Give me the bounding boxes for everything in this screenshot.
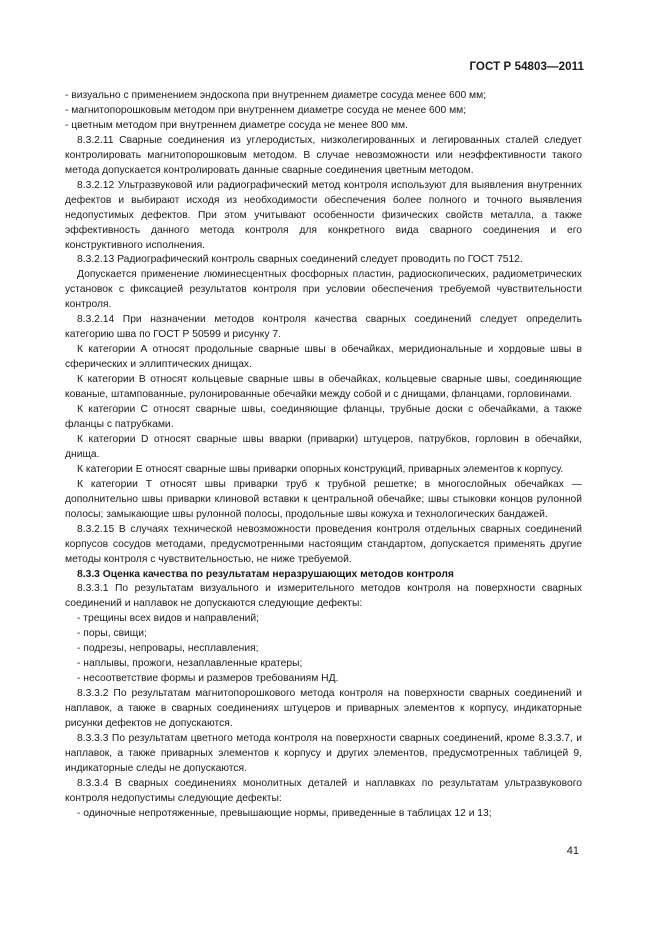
paragraph: К категории D относят сварные швы вварки (приварки) штуцеров, патрубков, горловин в обечайки, днища. bbox=[65, 433, 582, 460]
document-code: ГОСТ Р 54803—2011 bbox=[469, 61, 584, 73]
paragraph: - трещины всех видов и направлений; bbox=[77, 613, 260, 625]
document-body bbox=[65, 89, 582, 822]
paragraph: - визуально с применением эндоскопа при внутреннем диаметре сосуда менее 600 мм; bbox=[65, 90, 487, 101]
paragraph: 8.3.2.13 Радиографический контроль сварных соединений следует проводить по ГОСТ 7512. bbox=[77, 254, 523, 266]
paragraph: 8.3.2.12 Ультразвуковой или радиографический метод контроля используют для выявления внутренних дефектов и выбирают исходя из необходимости обеспечения более полного и точного выявления недопустимых дефектов. При этом учитывают особенности физических свойств металла, а также эффективность данного метода контроля для конкретного вида сварного соединения и его конструктивного исполнения. bbox=[65, 179, 582, 251]
paragraph: К категории С относят сварные швы, соединяющие фланцы, трубные доски с обечайками, а также фланцы с патрубками. bbox=[65, 404, 582, 430]
paragraph: К категории Т относят швы приварки труб к трубной решетке; в многослойных обечайках — дополнительно швы приварки клиновой вставки к центральной обечайке; швы стыковки концов рулонной полосы; замыкающие швы рулонной полосы, продольные швы кожуха и технологических бандажей. bbox=[65, 478, 582, 520]
page-number: 41 bbox=[566, 845, 579, 857]
paragraph: 8.3.3.2 По результатам магнитопорошкового метода контроля на поверхности сварных соединений и наплавок, а также в сварных соединениях штуцеров и приварных элементов к корпусу, индикаторные рисунки дефектов не допускаются. bbox=[65, 688, 582, 730]
paragraph: - наплывы, прожоги, незаплавленные кратеры; bbox=[77, 658, 303, 670]
paragraph: Допускается применение люминесцентных фосфорных пластин, радиоскопических, радиометрических установок с фиксацией результатов контроля при условии обеспечения требуемой чувствительности контроля. bbox=[65, 269, 582, 311]
paragraph: 8.3.3.1 По результатам визуального и измерительного методов контроля на поверхности сварных соединений и наплавок не допускаются следующие дефекты: bbox=[65, 583, 582, 610]
paragraph: - цветным методом при внутреннем диаметре сосуда не менее 800 мм. bbox=[65, 119, 408, 131]
paragraph: К категории Е относят сварные швы приварки опорных конструкций, приварных элементов к корпусу. bbox=[77, 463, 564, 475]
paragraph: - подрезы, непровары, несплавления; bbox=[77, 643, 259, 655]
paragraph: 8.3.2.15 В случаях технической невозможности проведения контроля отдельных сварных соединений корпусов сосудов методами, предусмотренными настоящим стандартом, допускается применять другие методы контроля с чувствительностью, не ниже требуемой. bbox=[65, 523, 582, 565]
paragraph: - магнитопорошковым методом при внутреннем диаметре сосуда не менее 600 мм; bbox=[65, 104, 467, 116]
paragraph: К категории А относят продольные сварные швы в обечайках, меридиональные и хордовые швы в сферических и эллиптических днищах. bbox=[65, 344, 582, 371]
paragraph: 8.3.2.11 Сварные соединения из углеродистых, низколегированных и легированных сталей следует контролировать магнитопорошковым методом. В случае невозможности или неэффективности такого метода допускается контролировать данные сварные соединения цветным методом. bbox=[65, 134, 582, 176]
paragraph: 8.3.3.4 В сварных соединениях монолитных деталей и наплавках по результатам ультразвукового контроля недопустимы следующие дефекты: bbox=[65, 777, 582, 804]
paragraph: - одиночные непротяженные, превышающие нормы, приведенные в таблицах 12 и 13; bbox=[77, 807, 492, 819]
paragraph: 8.3.2.14 При назначении методов контроля качества сварных соединений следует определить категорию шва по ГОСТ Р 50599 и рисунку 7. bbox=[65, 314, 582, 341]
paragraph: - несоответствие формы и размеров требованиям НД. bbox=[77, 673, 339, 685]
paragraph: К категории В относят кольцевые сварные швы в обечайках, кольцевые сварные швы, соединяющие кованые, штампованные, рулонированные обечайки между собой и с днищами, фланцами, горловинами. bbox=[65, 374, 582, 401]
paragraph: - поры, свищи; bbox=[77, 628, 147, 640]
paragraph: 8.3.3.3 По результатам цветного метода контроля на поверхности сварных соединений, кроме 8.3.3.7, и наплавок, а также приварных элементов к корпусу и других элементов, предусмотренных таблицей 9, индикаторные следы не допускаются. bbox=[65, 732, 582, 774]
section-heading: 8.3.3 Оценка качества по результатам неразрушающих методов контроля bbox=[77, 568, 454, 580]
